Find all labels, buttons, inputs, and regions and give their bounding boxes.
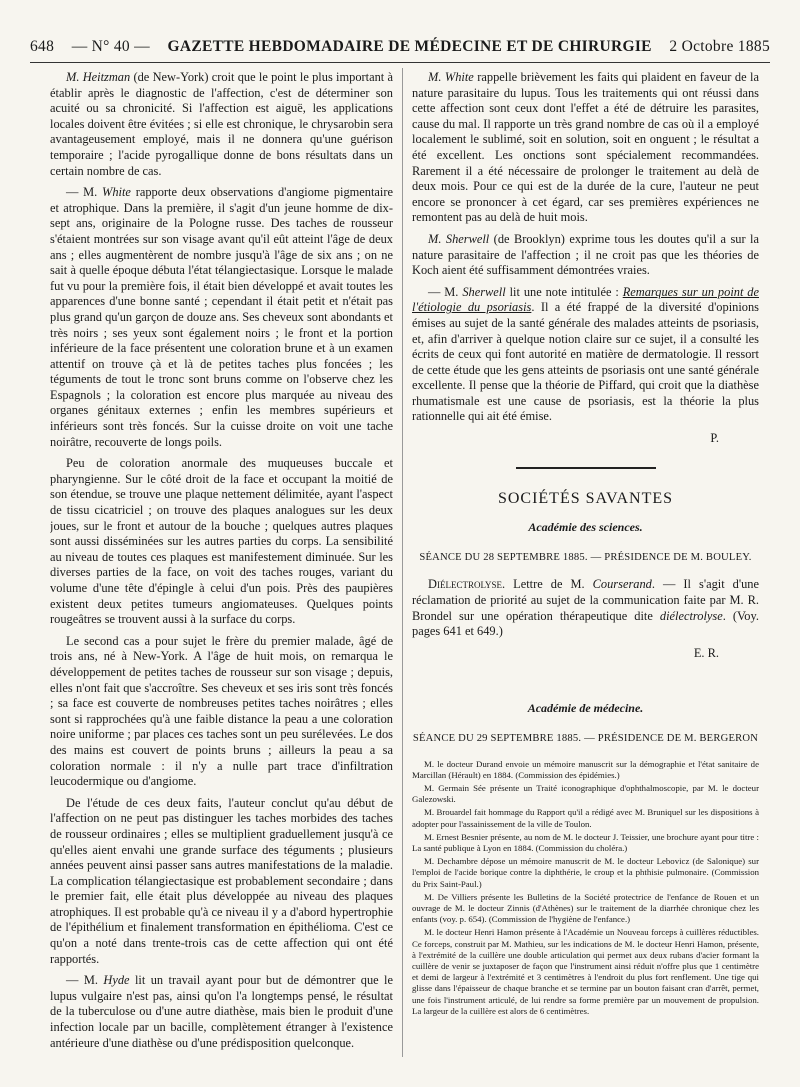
section-separator [516, 467, 656, 469]
list-item: M. De Villiers présente les Bulletins de la Société protectrice de l'enfance de Rouen et un ouvrage de M. le docteur Zinnis (d'Athènes) sur le traitement de la diarrhée chronique chez les enfants (voy. p. 654). (Commission de l'hygiène de l'enfance.) [412, 891, 759, 925]
paragraph-text: . Il a été frappé de la diversité d'opinions émises au sujet de la santé générale des malades atteints de psoriasis, et, afin d'arriver à quelque notion claire sur ce sujet, il a consulté les écrits de ceux qui font autorité en matière de dermatologie. Il ressort de cette étude que les gens atteints de psoriasis ont une santé générale excellente. Il pense que la théorie de Piffard, qui croit que la diathèse rhumatismale est une cause de psoriasis, est la théorie la plus rationnelle qui ait été émise. [412, 300, 759, 424]
list-item: M. Dechambre dépose un mémoire manuscrit de M. le docteur Lebovicz (de Salonique) sur l'emploi de l'acide borique contre la diphthérie, le croup et la phthisie pulmonaire. (Commission du Prix Saint-Paul.) [412, 856, 759, 889]
right-column [412, 70, 759, 1057]
paragraph-text: (de New-York) croit que le point le plus important à établir après le diagnostic de l'affection, c'est de déterminer son acuité ou sa chronicité. Si l'affection est aiguë, les applications locales doivent être évitées ; si elle est chronique, le chrysarobin sera avantageusement employé, mais il ne donnera qu'une guérison temporaire ; l'acide pyrogallique donne de bons résultats dans un certain nombre de cas. [50, 70, 393, 178]
note-title: Remarques sur un point de l'étiologie du psoriasis [412, 284, 759, 315]
academy-heading: Académie de médecine. [527, 701, 644, 716]
paragraph [50, 185, 393, 450]
speaker-name: M. White [428, 70, 474, 84]
page-number: 648 [30, 38, 55, 55]
author-initial: P. [710, 431, 719, 446]
paragraph: Le second cas a pour sujet le frère du premier malade, âgé de trois ans, né à New-York. A l'âge de huit mois, on remarqua le développement de petites taches de rousseur sur son visage ; depuis, elles n'ont fait que s'accroître. Ses cheveux et ses iris sont très foncés ; sa face est couverte de nombreuses petites taches noirâtres ; elles sont si rapprochées qu'à une faible distance la peau a une coloration noire uniforme ; par places ces taches sont un peu surélevées. Le dos des mains est couvert de points bruns ; ailleurs la peau a sa coloration normale : il n'y a nulle part trace d'infiltration leucodermique ou d'angiome. [50, 633, 393, 789]
term: diélectrolyse [659, 608, 723, 623]
correspondence-list [412, 759, 759, 1017]
speaker-name: White [102, 185, 131, 200]
issue-date: 2 Octobre 1885 [669, 38, 770, 55]
paragraph-text: lit une note intitulée : [505, 284, 623, 299]
speaker-name: M. Sherwell [428, 231, 490, 246]
list-item: M. Germain Sée présente un Traité iconographique d'ophthalmoscopie, par M. le docteur Galezowski. [412, 783, 759, 805]
section-title: SOCIÉTÉS SAVANTES [497, 489, 674, 507]
speaker-name: Courserand [592, 577, 652, 592]
academy-heading: Académie des sciences. [528, 520, 643, 535]
paragraph-text: . — Il s'agit d'une réclamation de priorité au sujet de la communication faite par M. R. Brondel sur une opération thérapeutique dite [412, 577, 759, 623]
dash-lead: — M. [428, 284, 463, 299]
column-divider [402, 68, 403, 1057]
list-item: M. Brouardel fait hommage du Rapport qu'il a rédigé avec M. Bruniquel sur les dispositions à adopter pour l'assainissement de la ville de Toulon. [412, 807, 759, 829]
page-header [30, 38, 770, 58]
paragraph [50, 70, 393, 179]
session-heading: SÉANCE DU 29 SEPTEMBRE 1885. — PRÉSIDENCE DE M. BERGERON [412, 733, 759, 744]
list-item: M. le docteur Henri Hamon présente à l'Académie un Nouveau forceps à cuillères réductibles. Ce forceps, construit par M. Mathieu, sur les indications de M. le docteur Henri Hamon, présente, à l'extrémité de la cuillère une double articulation qui permet aux deux rubans d'acier formant la cuillère de venir se juxtaposer de façon que l'instrument ainsi réduit n'offre plus que 1 centimètre et demi de largeur à l'extrémité et 3 centimètres à l'endroit du plus fort renflement. Une tige qui glisse dans l'épaisseur de chaque branche et se termine par un bouton faisant cran d'arrêt, permet, une fois l'instrument articulé, de lui rendre sa forme première par un mouvement de propulsion. La largeur de la cuillère est alors de 6 centimètres. [412, 927, 759, 1016]
paragraph-text: (de Brooklyn) exprime tous les doutes qu'il a sur la nature parasitaire de l'affection ; il ne croit pas que les théories de Koch aient été suffisamment démontrées vraies. [412, 231, 759, 278]
topic-heading: Diélectrolyse. [428, 577, 506, 592]
paragraph-text: . (Voy. pages 641 et 649.) [412, 608, 759, 639]
paragraph [412, 70, 759, 226]
paragraph-text: rapporte deux observations d'angiome pigmentaire et atrophique. Dans la première, il s'agit d'un jeune homme de dix-sept ans, originaire de la Pologne russe. Des taches de rousseur s'étaient montrées sur son visage avant qu'il eût atteint l'âge de deux ans ; elles augmentèrent de nombre jusqu'à l'âge de six ans ; on ne sait à quelle époque débuta l'état télangiectasique. Lorsque le malade fut vu pour la première fois, il était bien développé et avait toutes les apparences d'une bonne santé ; cependant il était petit et n'était pas plus grand qu'un garçon de douze ans. Ses cheveux sont abondants et très noirs ; ses yeux sont également noirs ; le front et la portion inférieure de la face présentent une coloration brune et à un examen attentif on trouve çà et là de petites taches plus foncées ; les téguments de tout le tronc sont bruns comme on l'observe chez les Espagnols ; la coloration est encore plus marquée au niveau des organes génitaux externes ; enfin les membres supérieurs et inférieurs sont très foncés. Sur la cuisse droite on voit une tache noirâtre, recouverte de longs poils. [50, 185, 393, 449]
speaker-name: Hyde [103, 973, 130, 988]
paragraph [50, 973, 393, 1051]
paragraph [412, 285, 759, 425]
dash-lead: — M. [66, 973, 104, 988]
speaker-name: Sherwell [462, 284, 506, 299]
list-item: M. Ernest Besnier présente, au nom de M. le docteur J. Teissier, une brochure ayant pour titre : La santé publique à Lyon en 1884. (Commission du choléra.) [412, 831, 759, 854]
paragraph-text: Lettre de M. [505, 577, 593, 592]
left-column [50, 70, 393, 1057]
header-rule [30, 62, 770, 63]
paragraph: De l'étude de ces deux faits, l'auteur conclut qu'au début de l'affection on ne peut pas distinguer les taches morbides des taches de rousseur ordinaires ; elles se multiplient graduellement jusqu'à ce qu'elles aient envahi une grande surface des téguments ; plusieurs années peuvent ainsi passer sans autres manifestations de la maladie. La complication télangiectasique est probablement secondaire ; dans le premier fait, elle était plus développée au niveau des plaques atrophiques. Il est probable qu'à ce niveau il y a d'abord hypertrophie de l'épithélium et finalement transformation en épithélioma. C'est ce qu'on a noté dans trente-trois cas de cette affection qui ont été rapportés. [50, 795, 393, 966]
list-item: M. le docteur Durand envoie un mémoire manuscrit sur la démographie et l'état sanitaire de Marcillan (Hérault) en 1884. (Commission des épidémies.) [412, 758, 759, 780]
paragraph-text: rappelle brièvement les faits qui plaident en faveur de la nature parasitaire du lupus. Tous les traitements qui ont réussi dans cette affection sont ceux dont l'effet a été de détruire les parasites, cause du mal. Il rapporte un très grand nombre de cas où il a employé localement le sublimé, soit en solution, soit en onguent ; le résultat a été excellent. Les onctions sont spécialement recommandées. Rarement il a été nécessaire de prolonger le traitement au delà de deux mois. Pour ce qui est de la durée de la cure, l'auteur ne peut encore se prononcer à cet égard, car ses premières expériences ne remontent pas au delà de huit mois. [412, 70, 759, 225]
session-heading: SÉANCE DU 28 SEPTEMBRE 1885. — PRÉSIDENCE DE M. BOULEY. [419, 551, 752, 563]
paragraph-text: lit un travail ayant pour but de démontrer que le lupus vulgaire n'est pas, ainsi qu'on l'a longtemps pensé, le résultat de la tuberculose ou d'une autre diathèse, mais bien le produit d'une infection locale par un bacille, complètement étranger à l'existence antérieure d'une diathèse ou d'une prédisposition quelconque. [50, 973, 393, 1050]
dash-lead: — M. [66, 185, 103, 200]
paragraph [412, 232, 759, 279]
speaker-name: M. Heitzman [66, 70, 131, 84]
paragraph: Peu de coloration anormale des muqueuses buccale et pharyngienne. Sur le côté droit de la face et occupant la moitié de son étendue, se trouve une plaque nettement délimitée, ayant l'aspect de tissu cicatriciel ; on trouve des plaques analogues sur les deux joues, sur le front et autour de la bouche ; quelques autres plaques sont aussi disséminées sur les autres parties du corps. La sensibilité au niveau de toutes ces plaques est manifestement diminuée. Sur les diverses parties de la face, on voit des taches rouges, variant du volume d'une tête d'épingle à celui d'un pois. Près des paupières existent deux petites tumeurs angiomateuses. Quelques points rougeâtres se trouvent aussi à la surface du corps. [50, 456, 393, 627]
paragraph [412, 577, 759, 639]
author-initial: E. R. [693, 645, 719, 660]
issue-number: — N° 40 — [71, 38, 150, 55]
journal-title: GAZETTE HEBDOMADAIRE DE MÉDECINE ET DE CHIRURGIE [167, 38, 652, 55]
